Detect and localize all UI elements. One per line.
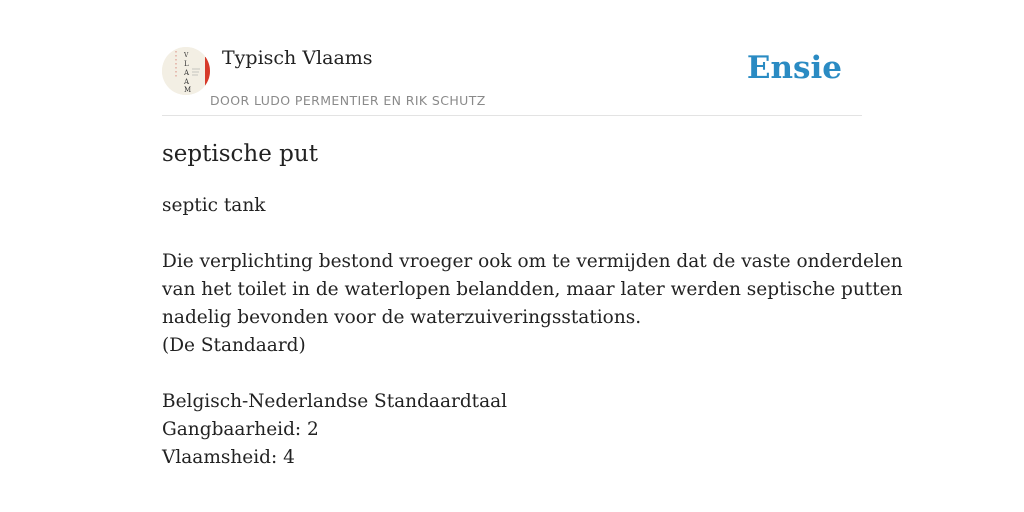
entry-language: Belgisch-Nederlandse Standaardtaal <box>162 391 508 412</box>
book-title[interactable]: Typisch Vlaams <box>222 47 373 69</box>
entry-metadata <box>162 388 862 472</box>
svg-text:M: M <box>184 86 192 94</box>
entry-translation: septic tank <box>162 195 266 216</box>
example-line: van het toilet in de waterlopen belandden, maar later werden septische putten <box>162 279 903 300</box>
cover-letter: V <box>184 52 189 59</box>
entry-vlaamsheid: Vlaamsheid: 4 <box>162 447 295 468</box>
svg-text:A: A <box>184 78 190 86</box>
book-authors: DOOR LUDO PERMENTIER EN RIK SCHUTZ <box>210 93 486 108</box>
example-line: nadelig bevonden voor de waterzuiveringsstations. <box>162 307 642 328</box>
svg-text:L: L <box>184 60 189 68</box>
entry-gangbaarheid: Gangbaarheid: 2 <box>162 419 319 440</box>
entry-content <box>162 140 903 472</box>
example-source: (De Standaard) <box>162 335 306 356</box>
ensie-logo-link[interactable]: Ensie <box>746 50 842 86</box>
entry-word-title: septische put <box>162 141 318 167</box>
header <box>162 40 862 116</box>
entry-example <box>162 248 903 360</box>
book-cover-icon <box>162 47 210 95</box>
book-cover-avatar[interactable] <box>162 47 210 95</box>
svg-text:A: A <box>184 69 190 77</box>
example-line: Die verplichting bestond vroeger ook om te vermijden dat de vaste onderdelen <box>162 251 903 272</box>
